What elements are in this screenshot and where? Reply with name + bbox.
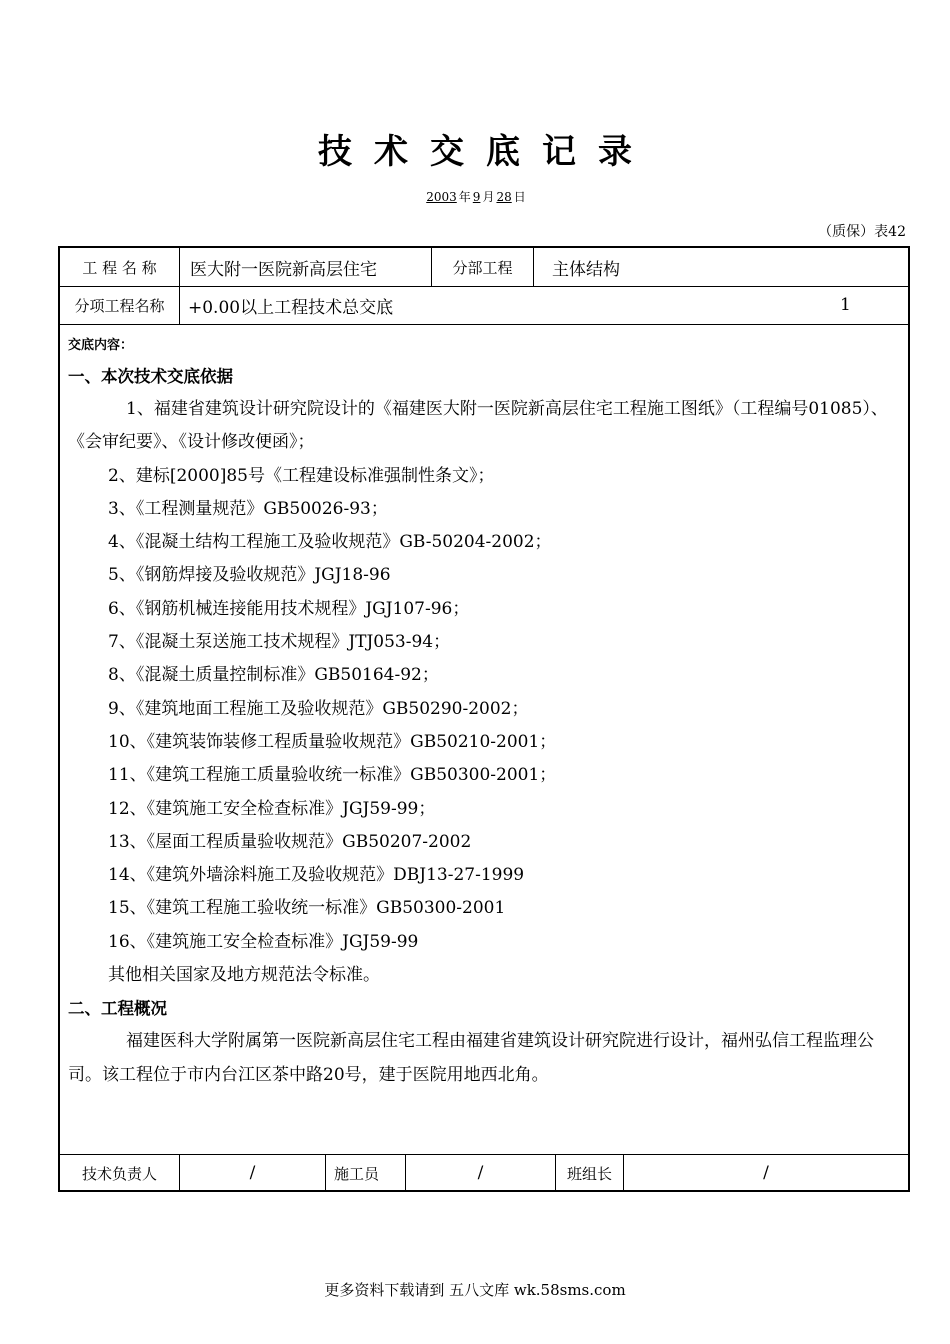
document-date: 2003 年 9 月 28 日 <box>426 190 526 204</box>
basis-item: 7、《混凝土泵送施工技术规程》JTJ053-94； <box>108 632 451 653</box>
basis-item: 12、《建筑施工安全检查标准》JGJ59-99； <box>108 798 436 819</box>
footer-note: 更多资料下载请到 五八文库 wk.58sms.com <box>324 1281 626 1299</box>
basis-item: 9、《建筑地面工程施工及验收规范》GB50290-2002； <box>108 698 529 719</box>
project-name-value: 医大附一医院新高层住宅 <box>180 248 432 286</box>
division-value: 主体结构 <box>552 259 620 280</box>
basis-item: 15、《建筑工程施工验收统一标准》GB50300-2001 <box>108 898 506 919</box>
basis-item: 5、《钢筋焊接及验收规范》JGJ18-96 <box>108 565 391 586</box>
disclosure-content <box>68 328 900 1092</box>
subitem-row <box>60 286 908 325</box>
basis-item: 13、《屋面工程质量验收规范》GB50207-2002 <box>108 831 472 852</box>
team-lead-value: / <box>763 1163 769 1183</box>
basis-item: 6、《钢筋机械连接能用技术规程》JGJ107-96； <box>108 598 470 619</box>
worker-value: / <box>406 1155 556 1191</box>
worker-label: 施工员 <box>326 1155 406 1191</box>
team-lead-label: 班组长 <box>556 1155 624 1191</box>
division-label: 分部工程 <box>432 248 534 286</box>
page-number: 1 <box>840 295 851 315</box>
basis-item: 11、《建筑工程施工质量验收统一标准》GB50300-2001； <box>108 765 557 786</box>
document-title: 技术交底记录 <box>318 132 654 172</box>
basis-item: 10、《建筑装饰装修工程质量验收规范》GB50210-2001； <box>108 731 557 752</box>
basis-item: 4、《混凝土结构工程施工及验收规范》GB-50204-2002； <box>108 532 552 553</box>
project-overview: 福建医科大学附属第一医院新高层住宅工程由福建省建筑设计研究院进行设计，福州弘信工程监理公司。该工程位于市内台江区茶中路20号，建于医院用地西北角。 <box>68 1031 874 1085</box>
basis-item: 3、《工程测量规范》GB50026-93； <box>108 498 388 519</box>
record-table <box>58 246 910 1192</box>
basis-item: 8、《混凝土质量控制标准》GB50164-92； <box>108 665 439 686</box>
subitem-value: +0.00以上工程技术总交底 <box>188 297 394 318</box>
tech-lead-value: / <box>180 1155 326 1191</box>
section2-title: 二、工程概况 <box>68 999 167 1019</box>
content-label: 交底内容： <box>68 338 134 353</box>
section1-title: 一、本次技术交底依据 <box>68 367 233 386</box>
basis-item: 2、建标[2000]85号《工程建设标准强制性条文》； <box>108 465 495 486</box>
basis-item: 其他相关国家及地方规范法令标准。 <box>108 965 380 986</box>
tech-lead-label: 技术负责人 <box>60 1155 180 1191</box>
signature-row <box>60 1154 908 1191</box>
form-number: （质保）表42 <box>818 224 906 240</box>
project-name-label: 工 程 名 称 <box>60 248 180 286</box>
date-month: 9 <box>472 190 481 204</box>
basis-item-1: 1、福建省建筑设计研究院设计的《福建医大附一医院新高层住宅工程施工图纸》（工程编号01085）、《会审纪要》、《设计修改便函》； <box>68 399 888 453</box>
subitem-label: 分项工程名称 <box>60 286 180 324</box>
basis-item: 16、《建筑施工安全检查标准》JGJ59-99 <box>108 931 419 952</box>
date-day: 28 <box>496 190 512 204</box>
basis-item: 14、《建筑外墙涂料施工及验收规范》DBJ13-27-1999 <box>108 865 525 886</box>
date-year: 2003 <box>426 190 457 204</box>
project-row <box>60 248 908 287</box>
